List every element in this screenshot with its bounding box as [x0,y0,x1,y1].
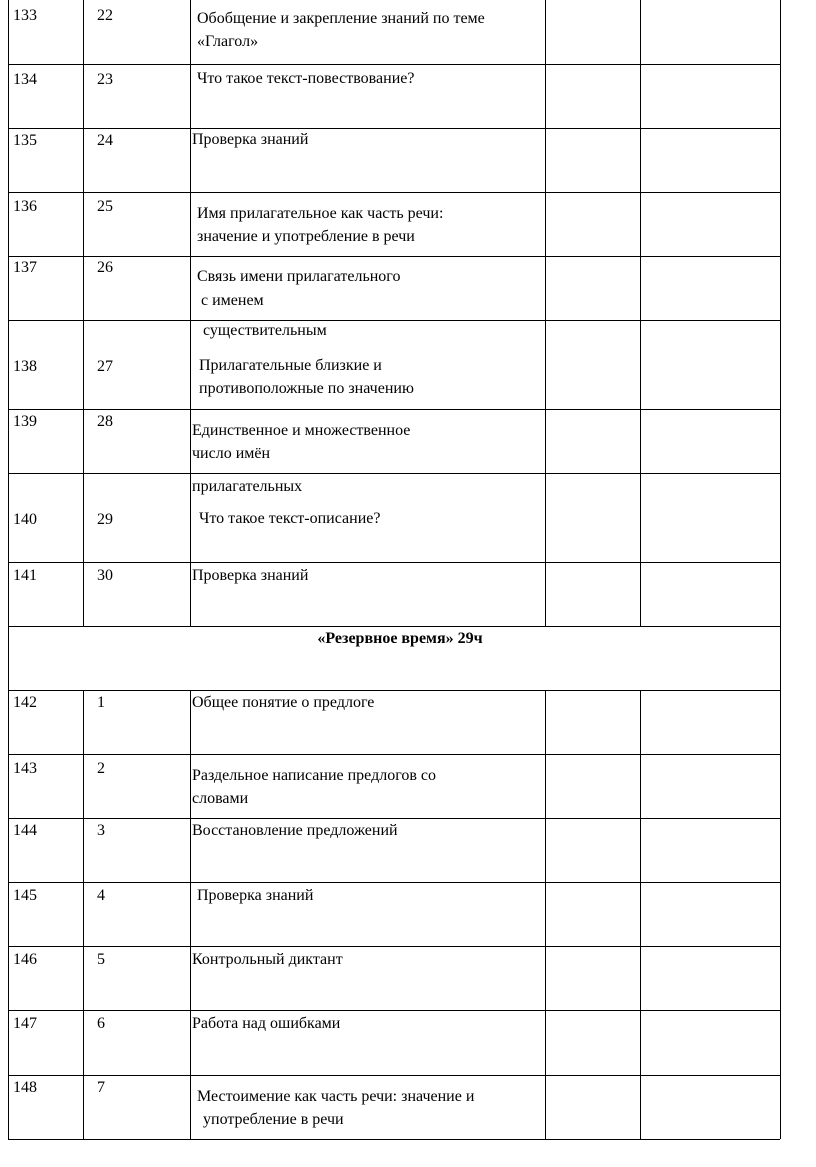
row-number: 143 [13,760,37,777]
lesson-topic: Что такое текст-повествование? [197,70,415,87]
lesson-topic: Имя прилагательное как часть речи: [197,205,444,222]
lesson-number: 28 [97,413,113,430]
row-number: 136 [13,198,37,215]
table-row-border [8,562,780,563]
lesson-topic: Проверка знаний [197,887,314,904]
lesson-topic: Раздельное написание предлогов со [192,767,437,784]
lesson-number: 29 [97,511,113,528]
table-column-border [190,0,191,626]
row-number: 144 [13,822,37,839]
lesson-topic: Работа над ошибками [192,1015,341,1032]
row-number: 142 [13,694,37,711]
lesson-topic: значение и употребление в речи [197,228,415,245]
table-row-border [8,1075,780,1076]
table-row-border [8,690,780,691]
lesson-topic: Местоимение как часть речи: значение и [197,1088,475,1105]
row-number: 134 [13,71,37,88]
row-number: 138 [13,358,37,375]
lesson-topic: Восстановление предложений [192,822,398,839]
table-row-border [8,64,780,65]
table-column-border [8,690,9,1139]
lesson-number: 6 [97,1015,105,1032]
lesson-topic: «Глагол» [197,33,259,50]
table-row-border [8,626,780,627]
table-row-border [8,882,780,883]
lesson-topic: Прилагательные близкие и [199,357,382,374]
table-column-border [190,690,191,1139]
table-column-border [545,0,546,626]
section-title: «Резервное время» 29ч [317,630,483,647]
table-column-border [780,690,781,1139]
row-number: 141 [13,567,37,584]
lesson-number: 3 [97,822,105,839]
lesson-topic: Общее понятие о предлоге [192,694,375,711]
lesson-topic: Обобщение и закрепление знаний по теме [197,10,485,27]
lesson-number: 26 [97,259,113,276]
lesson-number: 7 [97,1079,105,1096]
lesson-topic: противоположные по значению [199,380,414,397]
table-row-border [8,409,780,410]
lesson-topic: число имён [192,445,271,462]
table-row-border [8,1139,780,1140]
table-row-border [8,128,780,129]
table-row-border [8,754,780,755]
lesson-topic: с именем [201,292,264,309]
table-column-border [8,0,9,626]
table-column-border [640,690,641,1139]
row-number: 145 [13,887,37,904]
lesson-number: 22 [97,7,113,24]
lesson-topic: Связь имени прилагательного [197,268,401,285]
lesson-topic: употребление в речи [203,1111,344,1128]
lesson-topic: словами [192,790,249,807]
lesson-number: 30 [97,567,113,584]
table-column-border [83,690,84,1139]
lesson-number: 27 [97,358,113,375]
table-row-border [8,946,780,947]
table-column-border [545,690,546,1139]
table-row-border [8,473,780,474]
lesson-number: 1 [97,694,105,711]
lesson-number: 24 [97,132,113,149]
lesson-topic: Контрольный диктант [192,951,343,968]
table-column-border [640,0,641,626]
lesson-topic: Что такое текст-описание? [199,510,381,527]
table-row-border [8,818,780,819]
table-column-border [780,0,781,626]
row-number: 133 [13,7,37,24]
row-number: 137 [13,259,37,276]
lesson-number: 25 [97,198,113,215]
lesson-topic: Единственное и множественное [192,422,411,439]
lesson-number: 2 [97,760,105,777]
row-number: 146 [13,951,37,968]
lesson-number: 5 [97,951,105,968]
lesson-topic: Проверка знаний [192,567,309,584]
table-row-border [8,256,780,257]
row-number: 140 [13,511,37,528]
lesson-number: 4 [97,887,105,904]
lesson-topic: существительным [203,322,327,339]
table-row-border [8,1010,780,1011]
lesson-number: 23 [97,71,113,88]
row-number: 135 [13,132,37,149]
table-row-border [8,192,780,193]
table-column-border [83,0,84,626]
lesson-topic: Проверка знаний [192,131,309,148]
table-row-border [8,320,780,321]
lesson-topic: прилагательных [192,478,303,495]
row-number: 147 [13,1015,37,1032]
row-number: 148 [13,1079,37,1096]
row-number: 139 [13,413,37,430]
